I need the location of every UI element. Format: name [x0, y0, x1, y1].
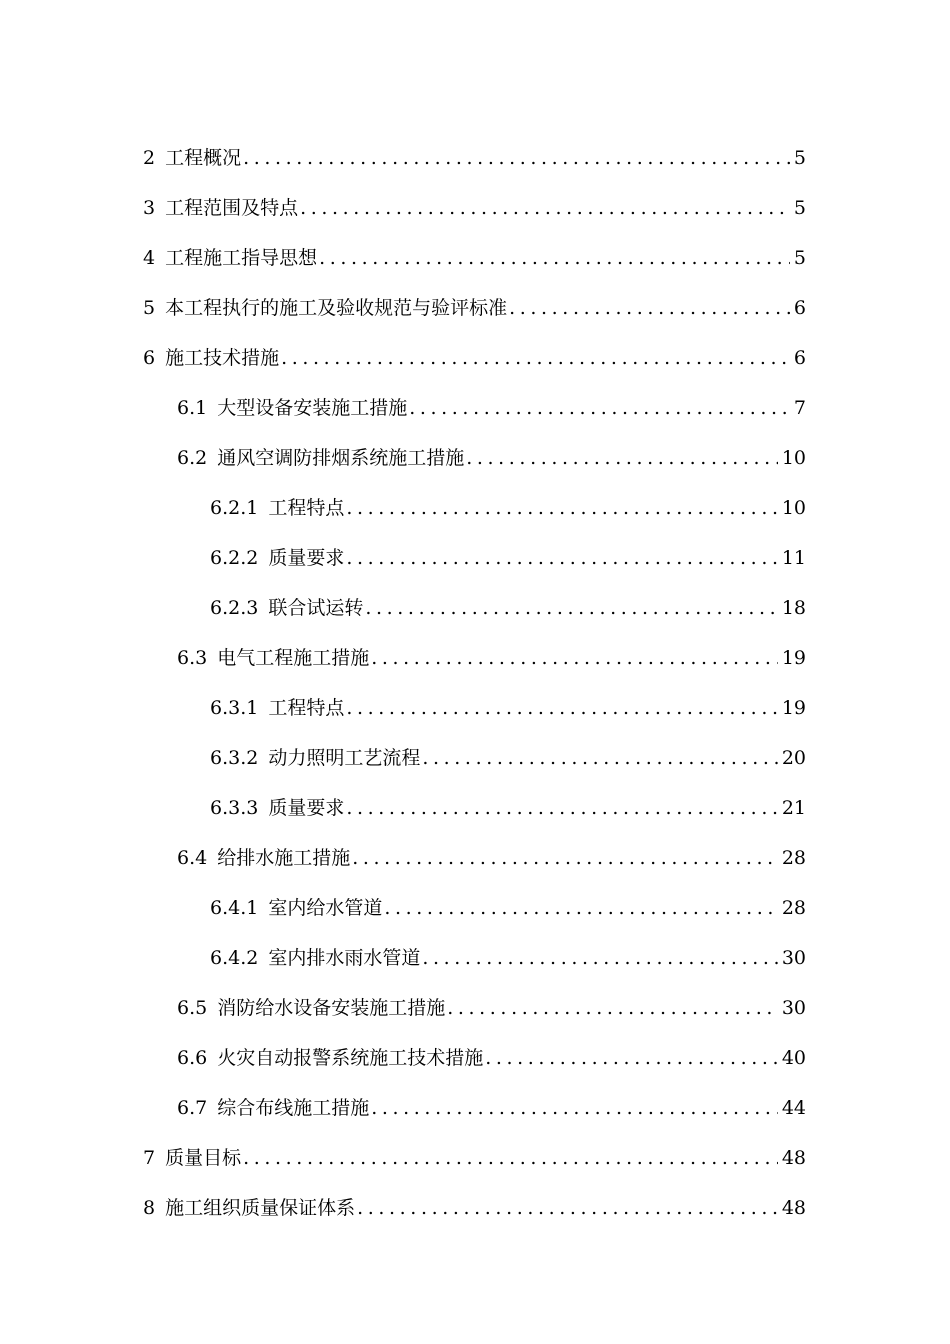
toc-entry-number: 6.6	[177, 1047, 208, 1069]
toc-entry-title: 本工程执行的施工及验收规范与验评标准	[165, 297, 508, 319]
toc-entry-page-number: 10	[781, 447, 806, 469]
toc-entry-number: 3	[143, 197, 156, 219]
toc-entry-page-number: 6	[793, 297, 806, 319]
toc-dot-leader	[352, 846, 778, 870]
toc-entry-page-number: 18	[781, 597, 806, 619]
toc-entry-number: 7	[143, 1147, 156, 1169]
toc-entry-number: 6.3	[177, 647, 208, 669]
toc-entry-title: 电气工程施工措施	[217, 647, 370, 669]
toc-entry-page-number: 10	[781, 497, 806, 519]
toc-entry[interactable]	[0, 883, 806, 933]
toc-entry-page-number: 5	[793, 147, 806, 169]
toc-entry-title: 室内给水管道	[268, 897, 383, 919]
toc-entry[interactable]	[0, 233, 806, 283]
toc-entry[interactable]	[0, 783, 806, 833]
toc-entry-page-number: 19	[781, 647, 806, 669]
toc-entry-title: 给排水施工措施	[217, 847, 351, 869]
toc-entry-title: 通风空调防排烟系统施工措施	[217, 447, 465, 469]
toc-entry[interactable]	[0, 183, 806, 233]
toc-dot-leader	[346, 546, 777, 570]
toc-entry[interactable]	[0, 1183, 806, 1233]
toc-dot-leader	[281, 346, 790, 370]
toc-entry-number: 6.2.3	[210, 597, 259, 619]
toc-entry-title: 工程特点	[268, 497, 345, 519]
toc-entry-page-number: 48	[781, 1147, 806, 1169]
toc-entry-page-number: 6	[793, 347, 806, 369]
toc-entry[interactable]	[0, 1133, 806, 1183]
toc-entry-page-number: 30	[781, 997, 806, 1019]
toc-entry[interactable]	[0, 1083, 806, 1133]
toc-entry-page-number: 28	[781, 897, 806, 919]
toc-entry-number: 6.3.2	[210, 747, 259, 769]
toc-dot-leader	[447, 996, 778, 1020]
toc-dot-leader	[409, 396, 790, 420]
toc-entry-page-number: 48	[781, 1197, 806, 1219]
toc-dot-leader	[485, 1046, 778, 1070]
toc-entry[interactable]	[0, 483, 806, 533]
toc-dot-leader	[357, 1196, 778, 1220]
toc-entry[interactable]	[0, 283, 806, 333]
toc-entry[interactable]	[0, 1033, 806, 1083]
toc-entry-number: 6.3.1	[210, 697, 259, 719]
toc-entry[interactable]	[0, 333, 806, 383]
toc-dot-leader	[371, 646, 778, 670]
toc-entry-page-number: 11	[781, 547, 806, 569]
toc-entry-number: 6.1	[177, 397, 208, 419]
toc-entry-title: 施工组织质量保证体系	[165, 1197, 356, 1219]
toc-entry-number: 6.7	[177, 1097, 208, 1119]
toc-entry-title: 工程范围及特点	[165, 197, 299, 219]
toc-entry[interactable]	[0, 433, 806, 483]
toc-entry[interactable]	[0, 583, 806, 633]
toc-dot-leader	[384, 896, 777, 920]
toc-entry-number: 8	[143, 1197, 156, 1219]
toc-dot-leader	[346, 696, 777, 720]
toc-entry-number: 5	[143, 297, 156, 319]
toc-entry[interactable]	[0, 933, 806, 983]
toc-entry-page-number: 19	[781, 697, 806, 719]
table-of-contents	[0, 133, 950, 1233]
toc-entry-number: 2	[143, 147, 156, 169]
toc-entry-title: 室内排水雨水管道	[268, 947, 421, 969]
toc-dot-leader	[365, 596, 777, 620]
toc-entry-title: 质量要求	[268, 797, 345, 819]
toc-entry-title: 工程概况	[165, 147, 242, 169]
toc-entry-number: 6.2	[177, 447, 208, 469]
toc-entry-number: 6.4.1	[210, 897, 259, 919]
toc-dot-leader	[300, 196, 790, 220]
toc-dot-leader	[422, 746, 777, 770]
toc-entry-title: 大型设备安装施工措施	[217, 397, 408, 419]
toc-entry[interactable]	[0, 533, 806, 583]
toc-entry-title: 工程施工指导思想	[165, 247, 318, 269]
toc-entry-page-number: 28	[781, 847, 806, 869]
toc-dot-leader	[346, 796, 777, 820]
toc-entry-page-number: 44	[781, 1097, 806, 1119]
toc-dot-leader	[371, 1096, 778, 1120]
toc-entry-number: 6.4	[177, 847, 208, 869]
toc-dot-leader	[422, 946, 777, 970]
toc-dot-leader	[509, 296, 790, 320]
toc-entry-number: 4	[143, 247, 156, 269]
toc-dot-leader	[243, 1146, 778, 1170]
toc-entry-number: 6.5	[177, 997, 208, 1019]
toc-entry[interactable]	[0, 633, 806, 683]
toc-dot-leader	[319, 246, 790, 270]
toc-entry-page-number: 21	[781, 797, 806, 819]
toc-entry-title: 联合试运转	[268, 597, 364, 619]
toc-dot-leader	[243, 146, 790, 170]
toc-entry-title: 消防给水设备安装施工措施	[217, 997, 446, 1019]
toc-entry-title: 综合布线施工措施	[217, 1097, 370, 1119]
toc-entry-number: 6.2.2	[210, 547, 259, 569]
toc-entry-title: 动力照明工艺流程	[268, 747, 421, 769]
toc-dot-leader	[466, 446, 778, 470]
toc-entry-number: 6.4.2	[210, 947, 259, 969]
toc-entry-page-number: 5	[793, 197, 806, 219]
toc-entry[interactable]	[0, 833, 806, 883]
toc-entry-number: 6	[143, 347, 156, 369]
toc-entry-title: 工程特点	[268, 697, 345, 719]
toc-entry[interactable]	[0, 733, 806, 783]
toc-entry-page-number: 30	[781, 947, 806, 969]
toc-entry[interactable]	[0, 683, 806, 733]
toc-entry-title: 质量目标	[165, 1147, 242, 1169]
toc-entry-number: 6.3.3	[210, 797, 259, 819]
toc-entry-title: 质量要求	[268, 547, 345, 569]
toc-entry-page-number: 5	[793, 247, 806, 269]
toc-entry-page-number: 20	[781, 747, 806, 769]
toc-entry-page-number: 7	[793, 397, 806, 419]
toc-entry[interactable]	[0, 983, 806, 1033]
toc-entry[interactable]	[0, 133, 806, 183]
toc-dot-leader	[346, 496, 777, 520]
toc-entry-title: 火灾自动报警系统施工技术措施	[217, 1047, 484, 1069]
toc-entry-page-number: 40	[781, 1047, 806, 1069]
toc-entry[interactable]	[0, 383, 806, 433]
toc-entry-number: 6.2.1	[210, 497, 259, 519]
toc-entry-title: 施工技术措施	[165, 347, 280, 369]
